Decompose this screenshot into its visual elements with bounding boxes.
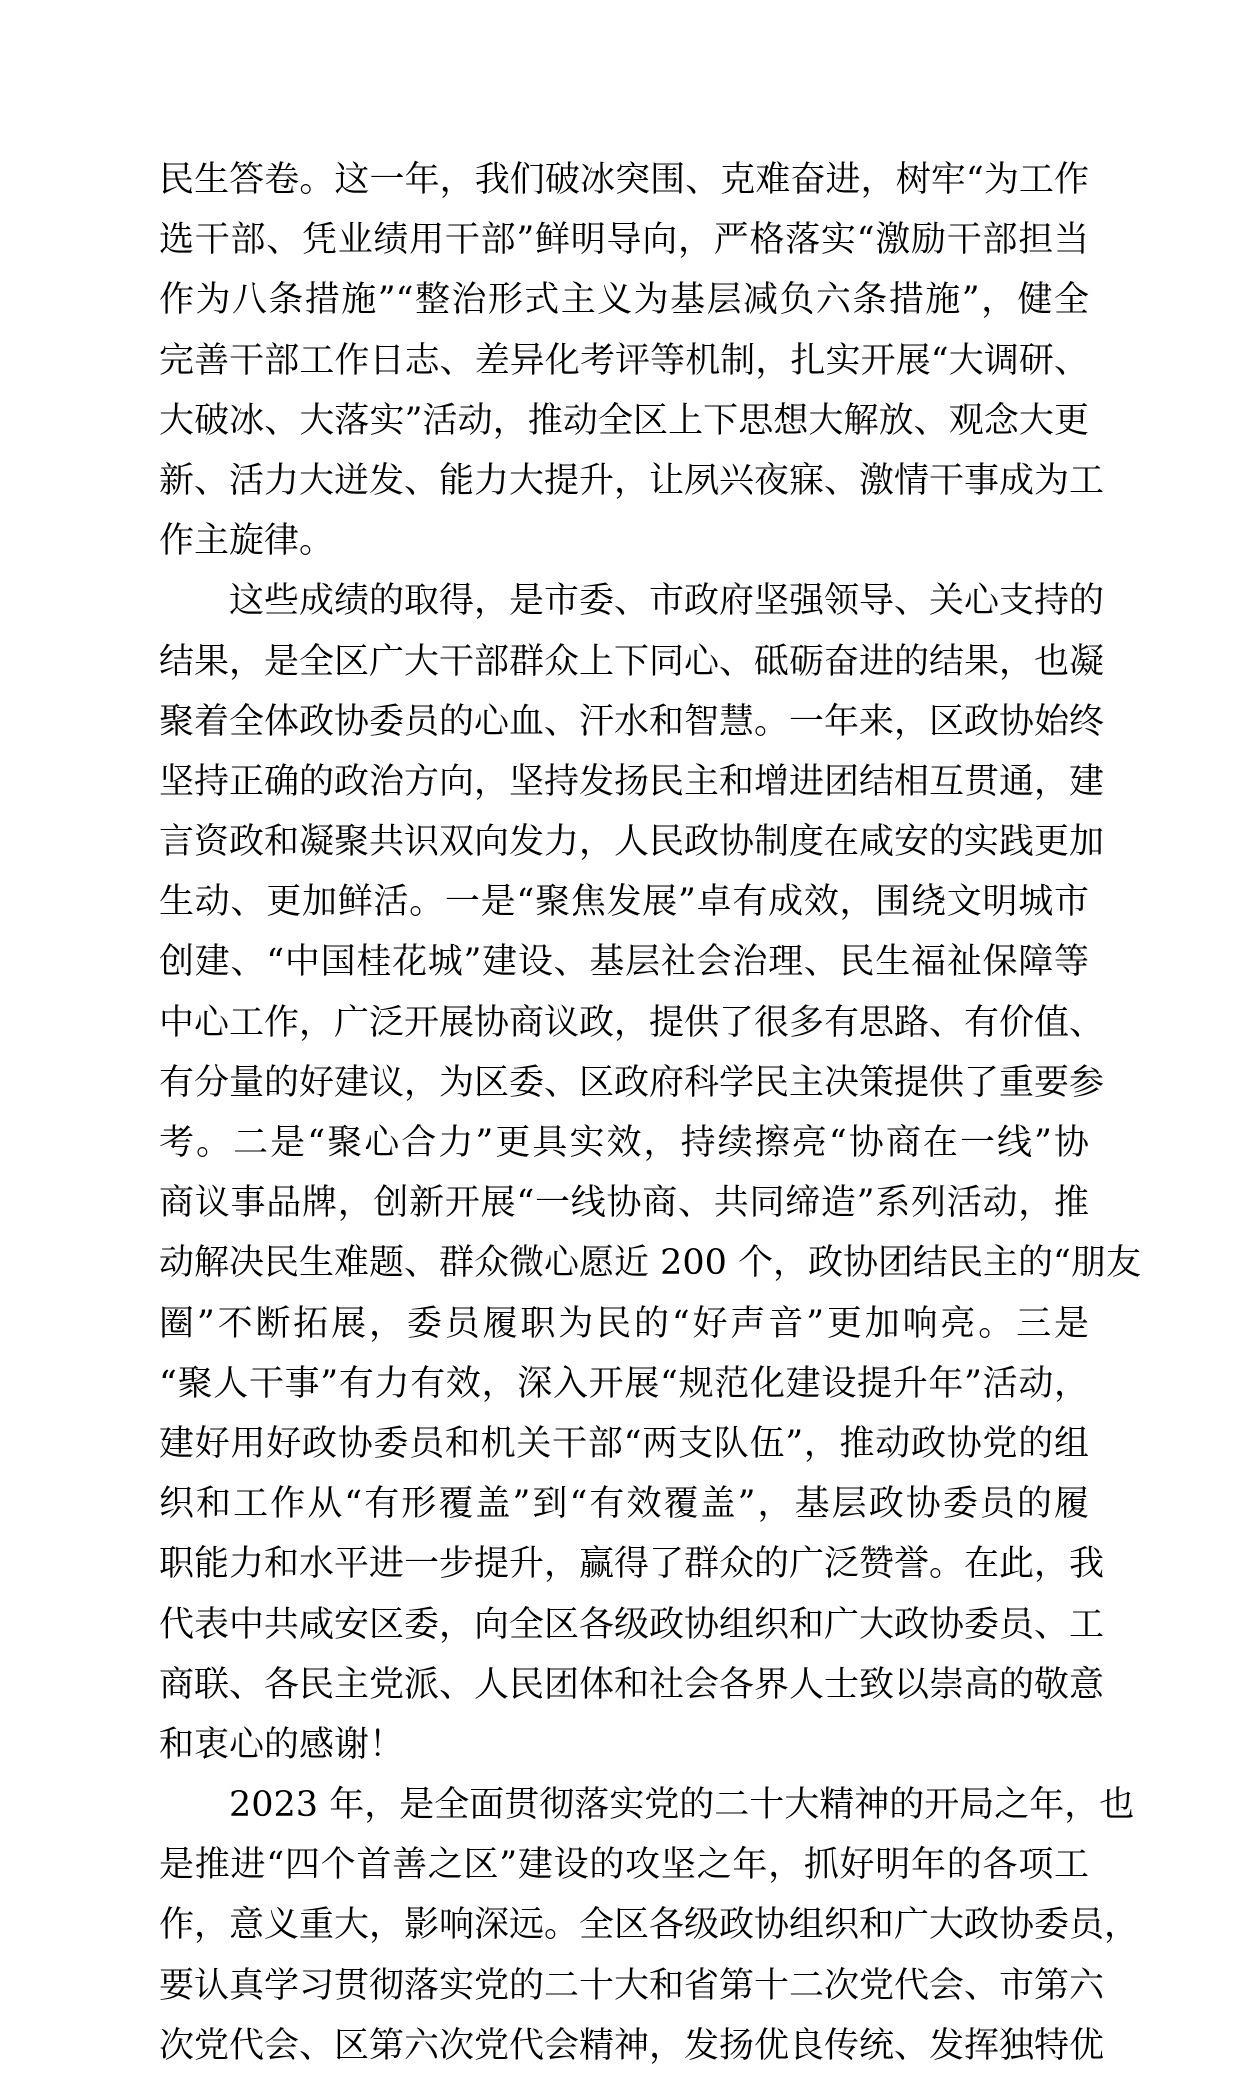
text-line: 创建、“中国桂花城”建设、基层社会治理、民生福祉保障等 [159, 942, 1089, 983]
text-line: 织和工作从“有形覆盖”到“有效覆盖”，基层政协委员的履 [159, 1484, 1089, 1525]
text-line: 生动、更加鲜活。一是“聚焦发展”卓有成效，围绕文明城市 [159, 882, 1089, 923]
text-line: 建好用好政协委员和机关干部“两支队伍”，推动政协党的组 [159, 1423, 1089, 1464]
text-line: 职能力和水平进一步提升，赢得了群众的广泛赞誉。在此，我 [159, 1544, 1105, 1585]
text-line: 圈”不断拓展，委员履职为民的“好声音”更加响亮。三是 [159, 1303, 1089, 1344]
text-line: 新、活力大迸发、能力大提升，让夙兴夜寐、激情干事成为工 [159, 460, 1105, 501]
text-line: 是推进“四个首善之区”建设的攻坚之年，抓好明年的各项工 [159, 1845, 1089, 1886]
text-line: 考。二是“聚心合力”更具实效，持续擦亮“协商在一线”协 [159, 1123, 1089, 1163]
text-line: 中心工作，广泛开展协商议政，提供了很多有思路、有价值、 [159, 1002, 1105, 1043]
text-line: 作为八条措施”“整治形式主义为基层减负六条措施”，健全 [159, 280, 1089, 321]
document-body [159, 150, 1141, 2076]
text-line: 代表中共咸安区委，向全区各级政协组织和广大政协委员、工 [159, 1604, 1105, 1645]
text-line: 商联、各民主党派、人民团体和社会各界人士致以崇高的敬意 [159, 1664, 1105, 1705]
text-line: 要认真学习贯彻落实党的二十大和省第十二次党代会、市第六 [159, 1965, 1105, 2006]
text-line: 商议事品牌，创新开展“一线协商、共同缔造”系列活动，推 [159, 1183, 1089, 1224]
paragraph-first-line: 2023 年，是全面贯彻落实党的二十大精神的开局之年，也 [229, 1785, 1135, 1826]
text-line: 言资政和凝聚共识双向发力，人民政协制度在咸安的实践更加 [159, 822, 1105, 863]
text-line: 完善干部工作日志、差异化考评等机制，扎实开展“大调研、 [159, 340, 1089, 381]
text-line: 大破冰、大落实”活动，推动全区上下思想大解放、观念大更 [159, 400, 1089, 441]
text-line: 坚持正确的政治方向，坚持发扬民主和增进团结相互贯通，建 [159, 761, 1105, 802]
text-line: 有分量的好建议，为区委、区政府科学民主决策提供了重要参 [159, 1062, 1105, 1103]
text-line: 结果，是全区广大干部群众上下同心、砥砺奋进的结果，也凝 [159, 641, 1105, 682]
text-line: 聚着全体政协委员的心血、汗水和智慧。一年来，区政协始终 [159, 701, 1105, 742]
text-line: 动解决民生难题、群众微心愿近 200 个，政协团结民主的“朋友 [159, 1243, 1141, 1284]
text-line: 次党代会、区第六次党代会精神，发扬优良传统、发挥独特优 [159, 2025, 1105, 2066]
text-line: “聚人干事”有力有效，深入开展“规范化建设提升年”活动， [159, 1363, 1089, 1404]
text-line: 选干部、凭业绩用干部”鲜明导向，严格落实“激励干部担当 [159, 220, 1089, 261]
paragraph-first-line: 这些成绩的取得，是市委、市政府坚强领导、关心支持的 [229, 581, 1105, 622]
text-line: 和衷心的感谢！ [159, 1724, 405, 1765]
text-line: 作主旋律。 [159, 521, 335, 562]
text-line: 民生答卷。这一年，我们破冰突围、克难奋进，树牢“为工作 [159, 160, 1089, 200]
text-line: 作，意义重大，影响深远。全区各级政协组织和广大政协委员， [159, 1905, 1140, 1946]
